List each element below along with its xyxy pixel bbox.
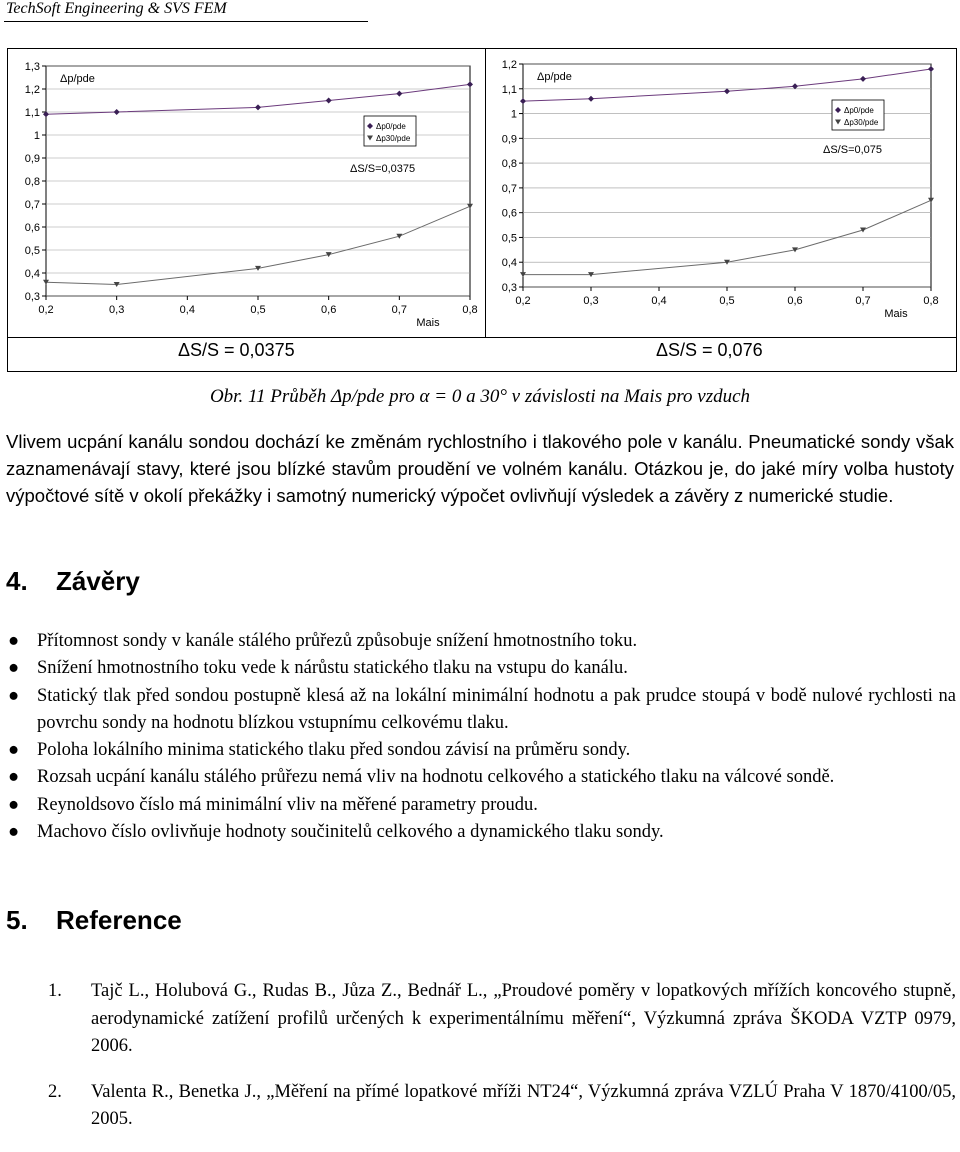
list-item <box>0 683 956 738</box>
y-tick-label: 1,2 <box>501 59 517 71</box>
bullet-icon: ● <box>8 740 20 761</box>
section-heading-references <box>6 905 182 936</box>
y-tick-label: 0,3 <box>501 282 517 294</box>
bullet-icon: ● <box>8 794 20 815</box>
list-item <box>0 737 956 764</box>
reference-number: 1. <box>48 981 62 1001</box>
y-tick-label: 0,3 <box>24 291 40 303</box>
list-item-text: Machovo číslo ovlivňuje hodnoty součinitelů celkového a dynamického tlaku sondy. <box>37 822 664 843</box>
subcaption-left: ΔS/S = 0,0375 <box>178 340 295 360</box>
reference-item <box>0 978 956 1061</box>
header-rule <box>4 21 368 22</box>
list-item-text: Rozsah ucpání kanálu stálého průřezu nemá vliv na hodnotu celkového a statického tlaku na válcové sondě. <box>37 767 835 788</box>
x-tick-label: 0,4 <box>179 304 195 316</box>
y-tick-label: 0,9 <box>24 153 40 165</box>
section-number: 4. <box>6 566 28 596</box>
section-title: Závěry <box>56 566 140 596</box>
ratio-annotation: ΔS/S=0,075 <box>823 144 883 156</box>
x-tick-label: 0,7 <box>391 304 407 316</box>
x-tick-label: 0,4 <box>651 295 667 307</box>
reference-text: Tajč L., Holubová G., Rudas B., Jůza Z., Bednář L., „Proudové poměry v lopatkových mřížích koncového stupně, aerodynamické zatížení profilů určených k experimentálnímu měření“, Výzkumná zpráva ŠKODA VZTP 0979, 2006. <box>91 981 956 1056</box>
list-item-text: Snížení hmotnostního toku vede k nárůstu statického tlaku na vstupu do kanálu. <box>37 658 628 679</box>
list-item <box>0 628 956 655</box>
x-tick-label: 0,6 <box>321 304 337 316</box>
plot-area <box>523 64 931 287</box>
list-item <box>0 819 956 846</box>
figure-caption-rule <box>7 337 956 338</box>
y-tick-label: 0,6 <box>501 207 517 220</box>
section-number: 5. <box>6 905 28 935</box>
x-tick-label: 0,7 <box>855 295 871 307</box>
reference-number: 2. <box>48 1081 62 1102</box>
x-tick-label: 0,8 <box>923 295 939 307</box>
y-tick-label: 0,4 <box>501 257 517 270</box>
y-tick-label: 1,2 <box>24 84 40 96</box>
list-item <box>0 655 956 682</box>
list-item-text: Poloha lokálního minima statického tlaku před sondou závisí na průměru sondy. <box>37 740 631 761</box>
legend-label: Δp0/pde <box>844 106 874 115</box>
x-axis-label: Mais <box>416 317 440 329</box>
y-tick-label: 0,5 <box>24 245 40 257</box>
list-item <box>0 792 956 819</box>
conclusions-list <box>0 628 956 846</box>
figure-divider <box>485 48 486 337</box>
reference-text: Valenta R., Benetka J., „Měření na přímé lopatkové mříži NT24“, Výzkumná zpráva VZLÚ Praha V 1870/4100/05, 2005. <box>91 1081 956 1129</box>
y-tick-label: 0,5 <box>501 232 517 245</box>
y-tick-label: 0,8 <box>24 176 40 188</box>
section-title: Reference <box>56 905 182 935</box>
bullet-icon: ● <box>8 822 20 843</box>
x-tick-label: 0,3 <box>109 304 125 316</box>
reference-list <box>0 978 956 1152</box>
y-tick-label: 1,3 <box>24 61 40 73</box>
bullet-icon: ● <box>8 631 20 651</box>
legend-label: Δp0/pde <box>376 122 406 131</box>
x-tick-label: 0,2 <box>38 304 54 316</box>
y-tick-label: 0,7 <box>501 182 517 195</box>
y-tick-label: 0,4 <box>24 268 40 280</box>
bullet-icon: ● <box>8 685 20 706</box>
y-tick-label: 1,1 <box>501 83 517 96</box>
x-tick-label: 0,3 <box>583 295 599 307</box>
y-tick-label: 1 <box>33 130 40 142</box>
list-item <box>0 764 956 791</box>
figure-caption: Obr. 11 Průběh Δp/pde pro α = 0 a 30° v závislosti na Mais pro vzduch <box>209 386 751 407</box>
y-tick-label: 0,6 <box>24 222 40 234</box>
body-paragraph: Vlivem ucpání kanálu sondou dochází ke změnám rychlostního i tlakového pole v kanálu. Pneumatické sondy však zaznamenávají stavy, které jsou blízké stavům proudění ve volném kanálu. Otázkou je, do jaké míry volba hustoty výpočtové sítě v okolí překážky i samotný numerický výpočet ovlivňují výsledek a závěry z numerické studie. <box>6 431 954 506</box>
bullet-icon: ● <box>8 658 20 679</box>
x-axis-label: Mais <box>884 308 908 320</box>
list-item-text: Statický tlak před sondou postupně klesá až na lokální minimální hodnotu a pak prudce stoupá v bodě nulové rychlosti na povrchu sondy na hodnotu blízkou vstupnímu celkovému tlaku. <box>37 685 956 733</box>
x-tick-label: 0,8 <box>462 304 478 316</box>
y-tick-label: 0,8 <box>501 158 517 171</box>
list-item-text: Reynoldsovo číslo má minimální vliv na měřené parametry proudu. <box>37 794 538 815</box>
legend-label: Δp30/pde <box>376 134 411 143</box>
running-header: TechSoft Engineering & SVS FEM <box>6 0 227 17</box>
y-tick-label: 1,1 <box>24 107 40 119</box>
x-tick-label: 0,6 <box>787 295 803 307</box>
section-heading-conclusions <box>6 566 140 597</box>
legend-label: Δp30/pde <box>844 118 879 127</box>
bullet-icon: ● <box>8 767 20 788</box>
ratio-annotation: ΔS/S=0,0375 <box>350 163 416 175</box>
series-annotation: Δp/pde <box>537 71 572 83</box>
series-annotation: Δp/pde <box>60 73 95 85</box>
x-tick-label: 0,2 <box>515 295 531 307</box>
y-tick-label: 1 <box>510 108 517 121</box>
x-tick-label: 0,5 <box>250 304 266 316</box>
chart-left <box>8 52 484 336</box>
chart-right <box>487 52 954 336</box>
x-tick-label: 0,5 <box>719 295 735 307</box>
list-item-text: Přítomnost sondy v kanále stálého průřezů způsobuje snížení hmotnostního toku. <box>37 631 638 651</box>
subcaption-right: ΔS/S = 0,076 <box>656 340 763 360</box>
y-tick-label: 0,7 <box>24 199 40 211</box>
reference-item <box>0 1079 956 1134</box>
y-tick-label: 0,9 <box>501 133 517 146</box>
